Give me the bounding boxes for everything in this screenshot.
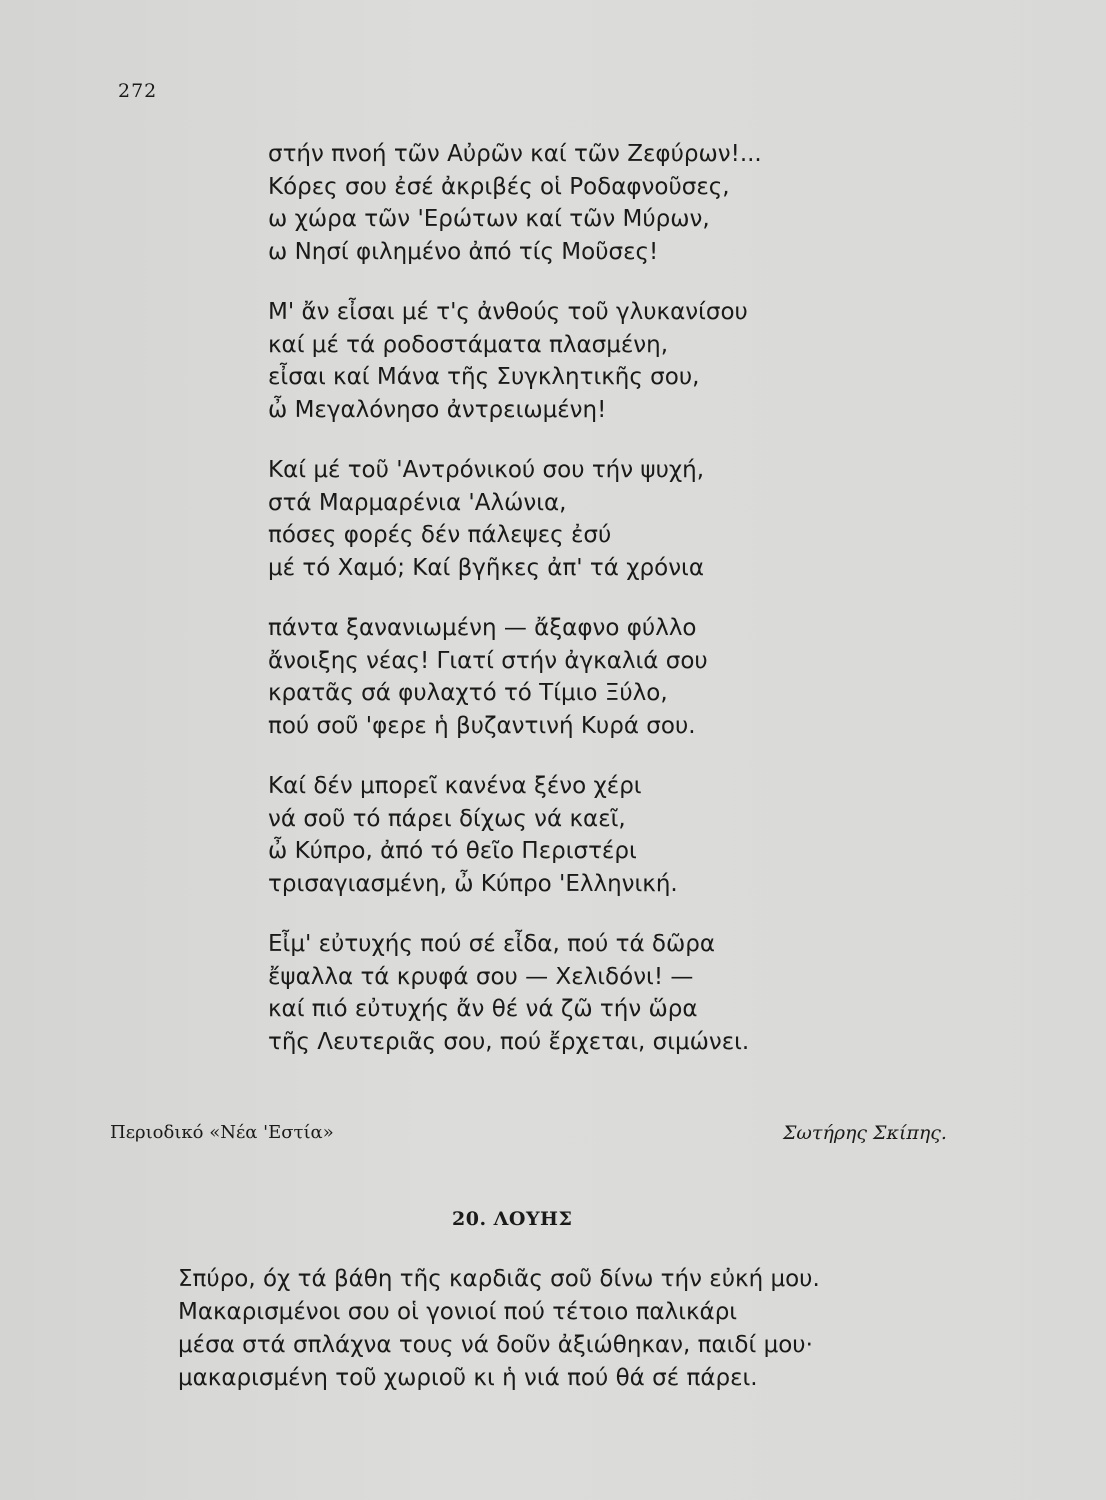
stanza [268, 296, 988, 426]
second-poem-body [178, 1263, 1058, 1395]
poem-line: Μακαρισμένοι σου οἱ γονιοί πού τέτοιο παλικάρι [178, 1299, 738, 1325]
poem-line: στά Μαρμαρένια 'Αλώνια, [268, 489, 567, 516]
poem-line: πάντα ξανανιωμένη — ἄξαφνο φύλλο [268, 615, 697, 641]
poem-line: καί πιό εὐτυχής ἄν θέ νά ζῶ τήν ὥρα [268, 996, 698, 1022]
poem-line: τῆς Λευτεριᾶς σου, πού ἔρχεται, σιμώνει. [268, 1028, 750, 1055]
poem-line: μέσα στά σπλάχνα τους νά δοῦν ἀξιώθηκαν, παιδί μου· [178, 1332, 813, 1358]
poem-line: ἔψαλλα τά κρυφά σου — Χελιδόνι! — [268, 963, 694, 990]
poem-line: Μ' ἄν εἶσαι μέ τ'ς ἀνθούς τοῦ γλυκανίσου [268, 299, 748, 325]
poem-line: μακαρισμένη τοῦ χωριοῦ κι ἡ νιά πού θά σέ πάρει. [178, 1365, 758, 1391]
poem-line: Καί μέ τοῦ 'Αντρόνικού σου τήν ψυχή, [268, 457, 705, 483]
source-citation: Περιοδικό «Νέα 'Εστία» [110, 1122, 334, 1143]
poem-line: ω Νησί φιλημένο ἀπό τίς Μοῦσες! [268, 238, 659, 265]
stanza [268, 770, 988, 900]
poem-line: κρατᾶς σά φυλαχτό τό Τίμιο Ξύλο, [268, 680, 668, 706]
poem-line: Κόρες σου ἐσέ ἀκριβές οἱ Ροδαφνοῦσες, [268, 173, 730, 200]
poem-line: ω χώρα τῶν 'Ερώτων καί τῶν Μύρων, [268, 206, 710, 232]
author-signature: Σωτήρης Σκίπης. [783, 1122, 947, 1144]
poem-line: πόσες φορές δέν πάλεψες ἐσύ [268, 522, 612, 548]
poem-line: καί μέ τά ροδοστάματα πλασμένη, [268, 331, 669, 358]
stanza [268, 138, 988, 268]
page-number: 272 [118, 80, 158, 102]
poem-line: τρισαγιασμένη, ὦ Κύπρο 'Ελληνική. [268, 870, 678, 897]
stanza [268, 454, 988, 584]
poem-line: Εἶμ' εὐτυχής πού σέ εἶδα, πού τά δῶρα [268, 931, 716, 957]
poem-line: στήν πνοή τῶν Αὐρῶν καί τῶν Ζεφύρων!... [268, 141, 762, 167]
stanza [268, 612, 988, 742]
stanza [268, 928, 988, 1058]
poem-line: Καί δέν μπορεῖ κανένα ξένο χέρι [268, 773, 642, 799]
poem-line: νά σοῦ τό πάρει δίχως νά καεῖ, [268, 805, 626, 832]
section-heading: 20. ΛΟΥΗΣ [452, 1208, 573, 1230]
poem-line: πού σοῦ 'φερε ἡ βυζαντινή Κυρά σου. [268, 712, 696, 739]
poem-line: μέ τό Χαμό; Καί βγῆκες ἀπ' τά χρόνια [268, 554, 705, 581]
poem-line: ὦ Μεγαλόνησο ἀντρειωμένη! [268, 396, 607, 423]
poem-line: ἄνοιξης νέας! Γιατί στήν ἀγκαλιά σου [268, 647, 708, 674]
poem-line: Σπύρο, όχ τά βάθη τῆς καρδιᾶς σοῦ δίνω τήν εὐκή μου. [178, 1266, 820, 1292]
poem-body [268, 138, 988, 1086]
poem-line: εἶσαι καί Μάνα τῆς Συγκλητικῆς σου, [268, 364, 700, 390]
poem-line: ὦ Κύπρο, ἀπό τό θεῖο Περιστέρι [268, 838, 637, 864]
